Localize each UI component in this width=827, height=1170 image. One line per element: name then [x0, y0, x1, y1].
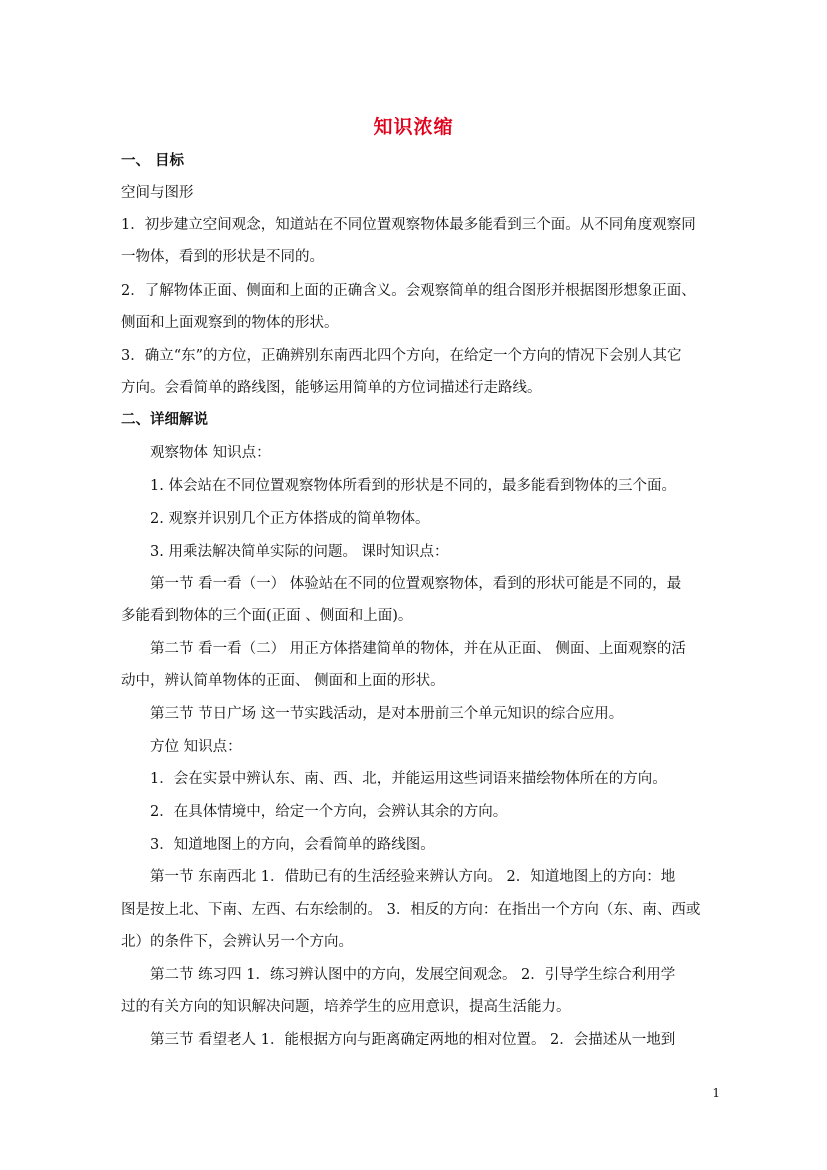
paragraph-line: 1．会在实景中辨认东、南、西、北，并能运用这些词语来描绘物体所在的方向。: [150, 771, 667, 787]
paragraph-line: 第一节 看一看（一） 体验站在不同的位置观察物体，看到的形状可能是不同的，最: [150, 576, 682, 592]
paragraph-line: 第一节 东南西北 1．借助已有的生活经验来辨认方向。 2．知道地图上的方向：地: [150, 869, 676, 885]
paragraph-line: 3．确立“东”的方位，正确辨别东南西北四个方向，在给定一个方向的情况下会别人其它: [121, 348, 682, 364]
section-heading-details: 二、详细解说: [121, 411, 208, 428]
paragraph-line: 3．知道地图上的方向，会看简单的路线图。: [150, 837, 435, 853]
paragraph-line: 动中，辨认简单物体的正面、 侧面和上面的形状。: [121, 673, 445, 689]
paragraph-line: 侧面和上面观察到的物体的形状。: [121, 315, 339, 331]
paragraph-line: 2. 观察并识别几个正方体搭成的简单物体。: [150, 511, 430, 527]
topic-heading-observe: 观察物体 知识点：: [150, 445, 271, 461]
paragraph-line: 方向。会看简单的路线图，能够运用简单的方位词描述行走路线。: [121, 380, 542, 396]
paragraph-line: 2．在具体情境中，给定一个方向，会辨认其余的方向。: [150, 804, 508, 820]
document-title: 知识浓缩: [373, 116, 454, 138]
subheading-space-and-shapes: 空间与图形: [121, 185, 194, 201]
paragraph-line: 一物体，看到的形状是不同的。: [121, 249, 324, 265]
paragraph-line: 过的有关方向的知识解决问题，培养学生的应用意识，提高生活能力。: [121, 999, 571, 1015]
paragraph-line: 北）的条件下，会辨认另一个方向。: [121, 934, 353, 950]
page-number: 1: [712, 1086, 720, 1100]
paragraph-line: 3. 用乘法解决简单实际的问题。 课时知识点：: [150, 544, 449, 560]
paragraph-line: 1. 体会站在不同位置观察物体所看到的形状是不同的，最多能看到物体的三个面。: [150, 478, 676, 494]
paragraph-line: 1．初步建立空间观念，知道站在不同位置观察物体最多能看到三个面。从不同角度观察同: [121, 217, 696, 233]
topic-heading-direction: 方位 知识点：: [150, 739, 242, 755]
paragraph-line: 多能看到物体的三个面(正面 、侧面和上面)。: [121, 608, 413, 624]
paragraph-line: 第三节 节日广场 这一节实践活动，是对本册前三个单元知识的综合应用。: [150, 706, 624, 722]
paragraph-line: 第二节 练习四 1．练习辨认图中的方向，发展空间观念。 2．引导学生综合利用学: [150, 967, 676, 983]
section-heading-goals: 一、 目标: [121, 152, 185, 169]
paragraph-line: 第三节 看望老人 1．能根据方向与距离确定两地的相对位置。 2．会描述从一地到: [150, 1032, 676, 1048]
paragraph-line: 第二节 看一看（二） 用正方体搭建简单的物体，并在从正面、 侧面、上面观察的活: [150, 641, 686, 657]
paragraph-line: 2．了解物体正面、侧面和上面的正确含义。会观察简单的组合图形并根据图形想象正面、: [121, 283, 696, 299]
paragraph-line: 图是按上北、下南、左西、右东绘制的。 3．相反的方向：在指出一个方向（东、南、西或: [121, 902, 701, 918]
